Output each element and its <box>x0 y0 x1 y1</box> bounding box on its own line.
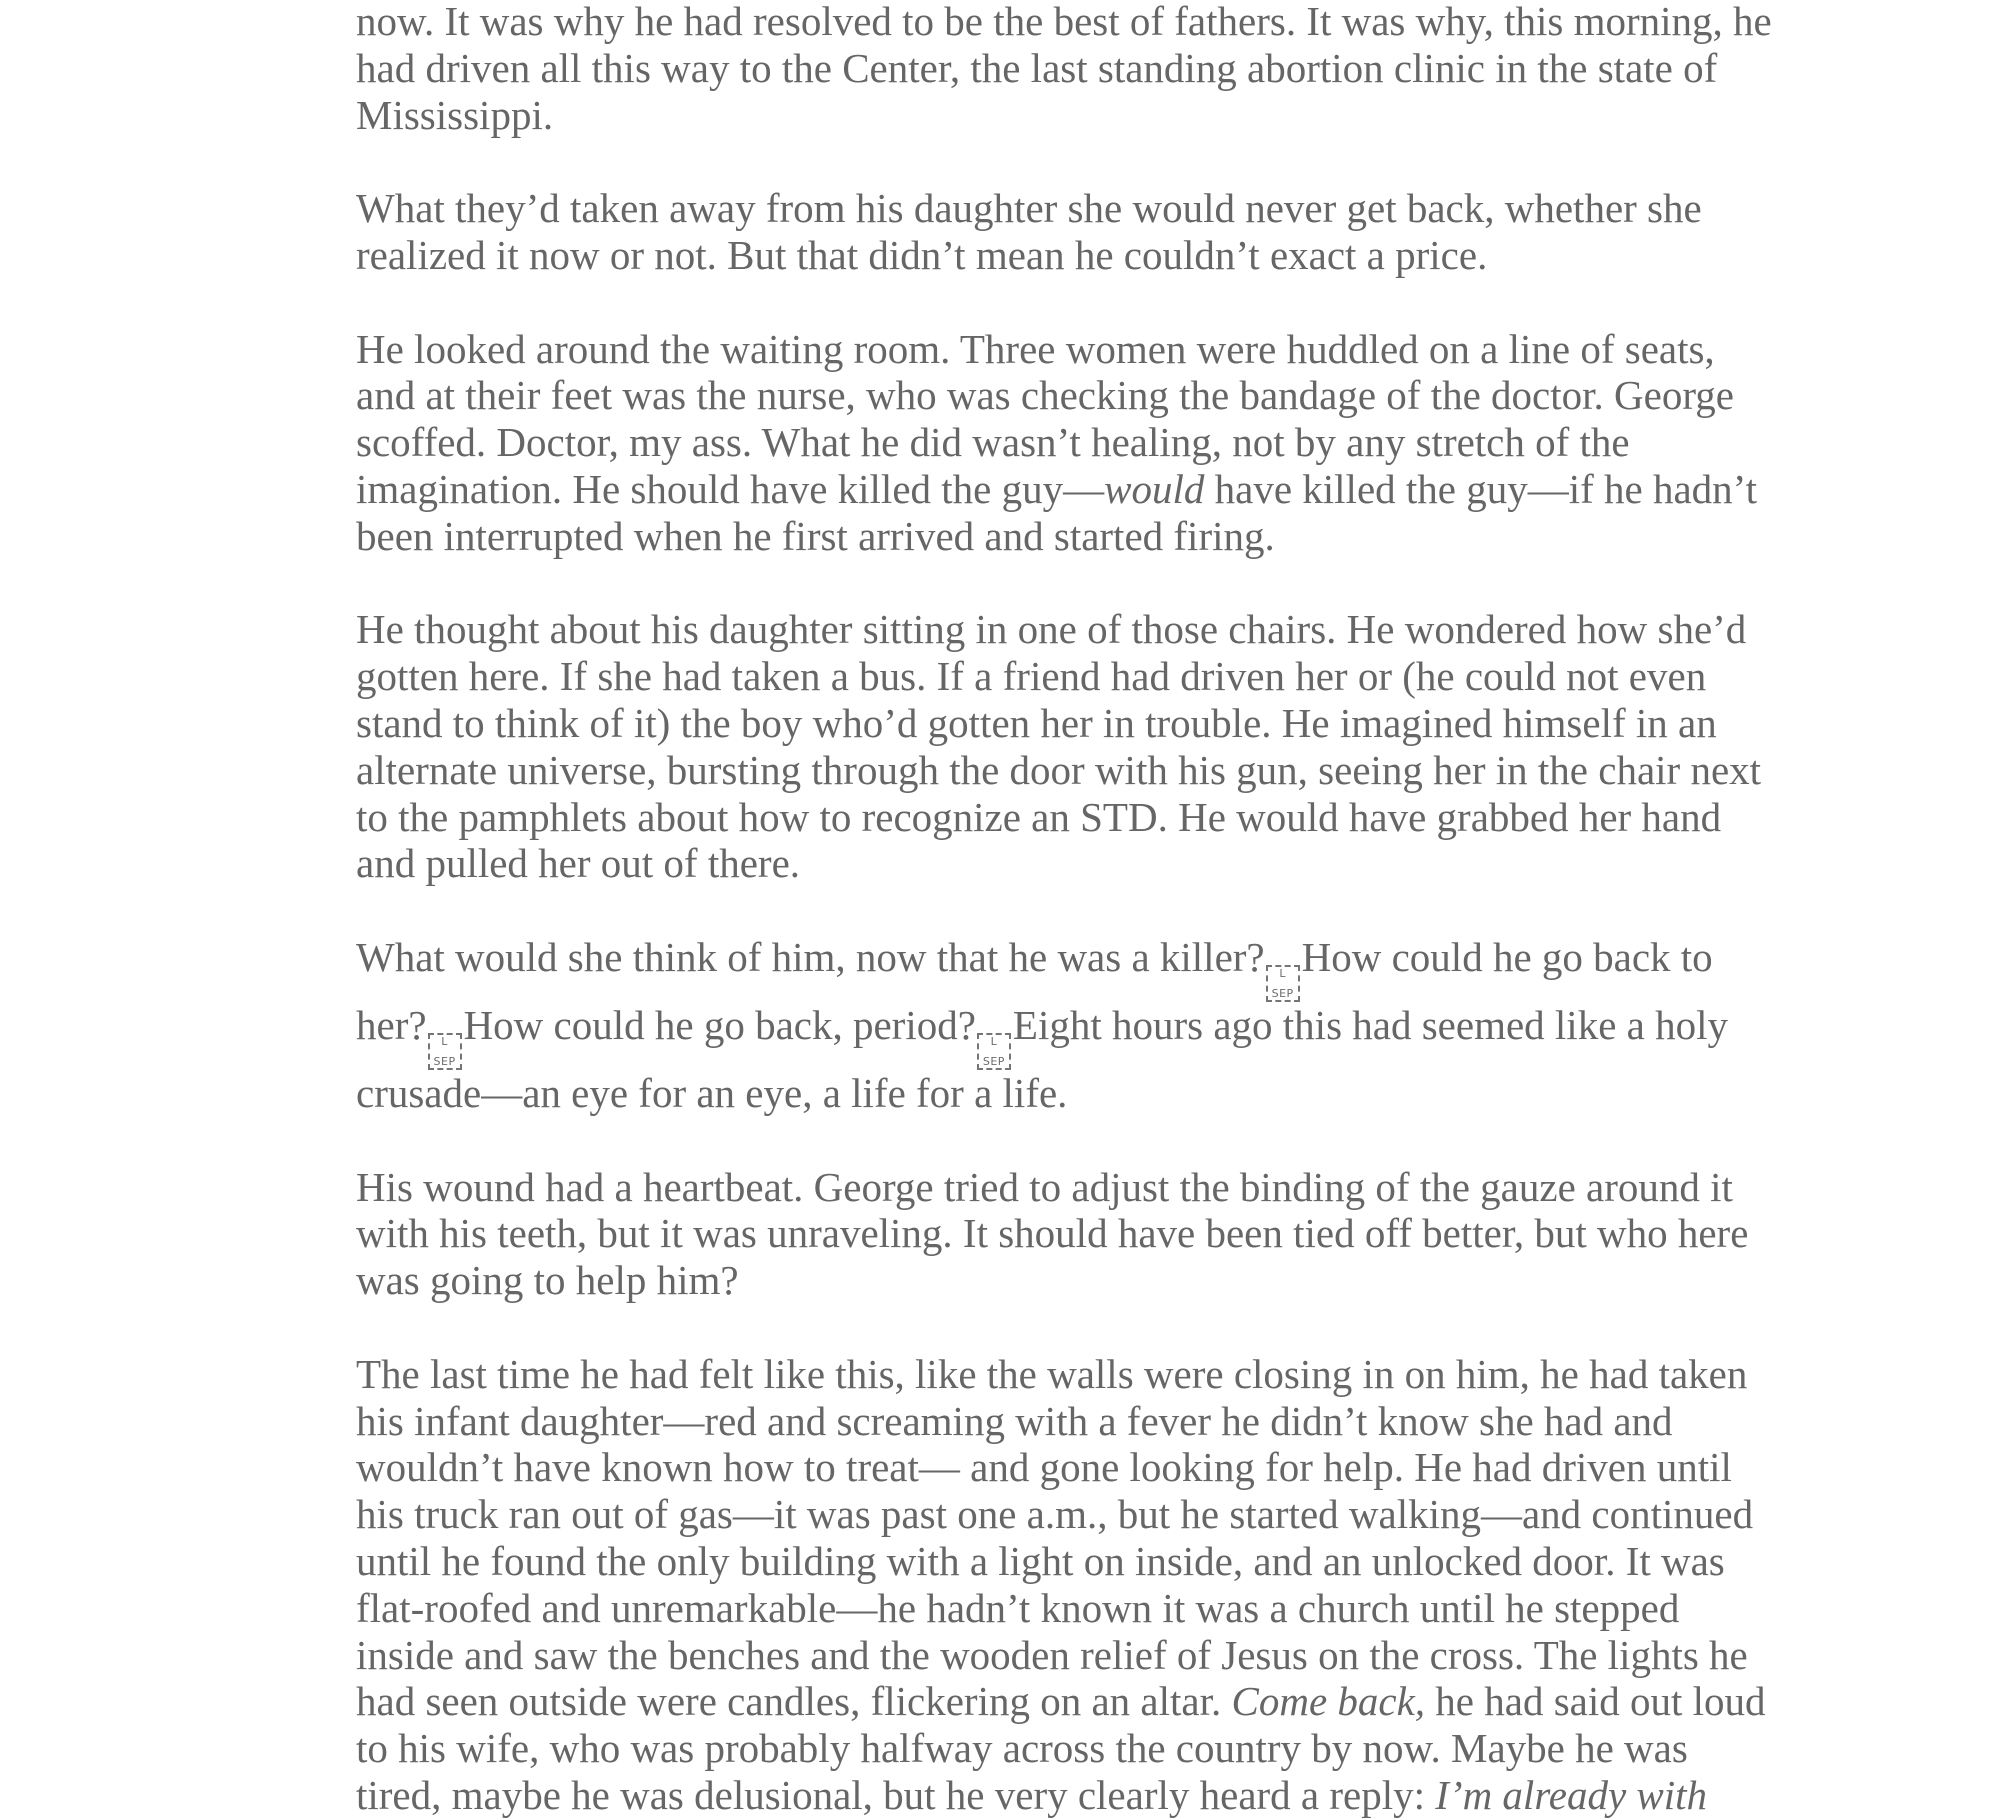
text-line <box>356 1678 1766 1725</box>
text-line <box>356 1584 1680 1632</box>
text-line <box>356 1210 1749 1257</box>
italic-text-run: Come back, <box>1231 1678 1426 1725</box>
paragraph <box>356 606 1762 887</box>
text-run: crusade—an eye for an eye, a life for a life. <box>356 1069 1068 1116</box>
text-line <box>356 419 1656 466</box>
text-run: Eight hours ago this had seemed like a holy <box>1012 1001 1728 1048</box>
lsep-glyph-label-bottom: SEP <box>433 1054 456 1068</box>
paragraph <box>356 185 1702 279</box>
text-line <box>356 840 1656 887</box>
text-line <box>356 606 1747 653</box>
line-separator-glyph-icon <box>428 1033 462 1070</box>
text-run: he had said out loud <box>1425 1678 1766 1725</box>
lsep-glyph-label-top: L <box>1279 966 1286 980</box>
line-separator-glyph-icon <box>1266 965 1300 1002</box>
text-run: His wound had a heartbeat. George tried to adjust the binding of the gauze around it <box>356 1163 1733 1210</box>
text-run: inside and saw the benches and the wooden relief of Jesus on the cross. The lights he <box>356 1631 1748 1678</box>
text-run: How could he go back, period? <box>463 1001 976 1048</box>
text-run: imagination. He should have killed the guy— <box>356 465 1105 512</box>
text-line <box>356 1350 1748 1398</box>
text-line <box>356 0 1772 45</box>
lsep-glyph-label-bottom: SEP <box>982 1054 1005 1068</box>
text-line <box>356 1491 1754 1538</box>
text-line <box>356 933 1713 1002</box>
text-run: flat-roofed and unremarkable—he hadn’t known it was a church until he stepped <box>356 1584 1680 1631</box>
paragraph <box>356 933 1728 1117</box>
text-line <box>356 793 1722 841</box>
text-line <box>356 699 1717 747</box>
text-run: He thought about his daughter sitting in one of those chairs. He wondered how she’d <box>356 606 1747 653</box>
text-run: What would she think of him, now that he was a killer? <box>356 933 1265 980</box>
text-run: her? <box>356 1001 427 1048</box>
text-run: realized it now or not. But that didn’t mean he couldn’t exact a price. <box>356 231 1488 278</box>
text-line <box>356 513 1656 560</box>
text-run: wouldn’t have known how to treat— and gone looking for help. He had driven until <box>356 1444 1732 1491</box>
text-line <box>356 1771 1708 1819</box>
text-run: with his teeth, but it was unraveling. It should have been tied off better, but who here <box>356 1210 1749 1257</box>
text-run: been interrupted when he first arrived and started firing. <box>356 512 1275 559</box>
text-run: gotten here. If she had taken a bus. If a friend had driven her or (he could not even <box>356 653 1707 700</box>
text-line <box>356 653 1707 700</box>
lsep-glyph-label-top: L <box>990 1034 998 1048</box>
text-run: have killed the guy—if he hadn’t <box>1204 465 1757 512</box>
document-page <box>356 0 1772 1819</box>
lsep-glyph-label-top: L <box>441 1034 448 1048</box>
text-run: his truck ran out of gas—it was past one a.m., but he started walking—and continued <box>356 1491 1754 1538</box>
text-line <box>356 1163 1733 1211</box>
text-run: scoffed. Doctor, my ass. What he did wasn’t healing, not by any stretch of the <box>356 419 1630 466</box>
lsep-glyph-label-bottom: SEP <box>1271 986 1294 1000</box>
text-line <box>356 44 1718 92</box>
text-run: until he found the only building with a light on inside, and an unlocked door. It was <box>356 1537 1725 1584</box>
text-run: He looked around the waiting room. Three women were huddled on a line of seats, <box>356 325 1715 372</box>
text-run: tired, maybe he was delusional, but he very clearly heard a reply: <box>356 1771 1436 1818</box>
text-line <box>356 1257 1656 1304</box>
text-line <box>356 1631 1748 1679</box>
text-line <box>356 1725 1688 1772</box>
italic-text-run: would <box>1104 465 1205 512</box>
text-line <box>356 1397 1673 1445</box>
italic-text-run: I’m already with <box>1435 1771 1708 1818</box>
text-line <box>356 465 1757 513</box>
text-run: had seen outside were candles, flickering on an altar. <box>356 1678 1232 1725</box>
text-run: alternate universe, bursting through the door with his gun, seeing her in the chair next <box>356 746 1762 793</box>
paragraph <box>356 325 1757 560</box>
text-run: How could he go back to <box>1301 933 1713 980</box>
text-line <box>356 185 1702 232</box>
text-line <box>356 746 1762 794</box>
text-run: The last time he had felt like this, like the walls were closing in on him, he had taken <box>356 1350 1748 1397</box>
text-run: was going to help him? <box>356 1257 739 1304</box>
text-line <box>356 1070 1656 1117</box>
paragraph <box>356 1163 1749 1304</box>
text-run: had driven all this way to the Center, the last standing abortion clinic in the state of <box>356 44 1718 91</box>
text-line <box>356 1444 1732 1491</box>
text-run: to the pamphlets about how to recognize an STD. He would have grabbed her hand <box>356 793 1722 840</box>
text-line <box>356 232 1656 279</box>
text-run: and at their feet was the nurse, who was checking the bandage of the doctor. George <box>356 372 1734 419</box>
text-run: his infant daughter—red and screaming with a fever he didn’t know she had and <box>356 1397 1673 1444</box>
text-run: now. It was why he had resolved to be the best of fathers. It was why, this morning, he <box>356 0 1772 44</box>
text-line <box>356 325 1715 373</box>
text-line <box>356 1537 1725 1585</box>
text-run: and pulled her out of there. <box>356 840 801 887</box>
text-run: What they’d taken away from his daughter she would never get back, whether she <box>356 185 1702 232</box>
text-run: Mississippi. <box>356 91 554 138</box>
text-line <box>356 92 1656 139</box>
text-run: to his wife, who was probably halfway across the country by now. Maybe he was <box>356 1725 1688 1772</box>
line-separator-glyph-icon <box>977 1033 1011 1070</box>
text-line <box>356 1001 1728 1070</box>
text-line <box>356 372 1734 419</box>
paragraph <box>356 0 1772 138</box>
paragraph <box>356 1350 1766 1819</box>
text-run: stand to think of it) the boy who’d gotten her in trouble. He imagined himself in an <box>356 699 1717 746</box>
